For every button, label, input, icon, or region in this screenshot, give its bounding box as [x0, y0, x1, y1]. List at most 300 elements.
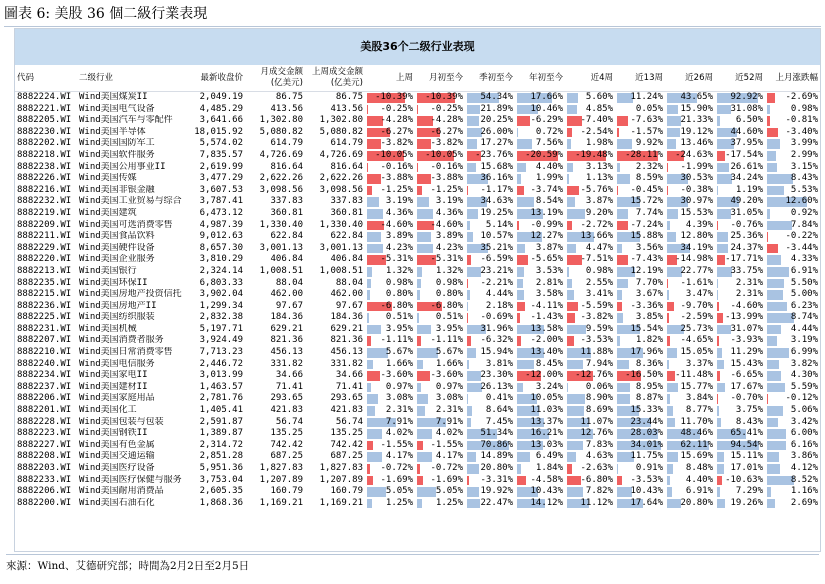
performance-value: -2.21%: [480, 277, 513, 288]
performance-value: 8.43%: [735, 416, 763, 427]
performance-value: 0.92%: [790, 207, 818, 218]
header-13w: 近13周: [615, 65, 665, 92]
cell-performance: [665, 104, 715, 116]
performance-value: 3.41%: [585, 289, 613, 300]
performance-value: 23.30%: [480, 370, 513, 381]
performance-bar: [367, 464, 370, 474]
cell-performance: [365, 324, 415, 336]
cell-performance: [565, 150, 615, 162]
cell-performance: [665, 301, 715, 313]
performance-bar: [517, 163, 526, 173]
table-row: [15, 138, 820, 150]
performance-value: 12.80%: [680, 231, 713, 242]
performance-value: 4.02%: [435, 428, 463, 439]
performance-value: -0.99%: [530, 219, 563, 230]
performance-bar: [367, 336, 371, 346]
performance-value: -0.70%: [730, 393, 763, 404]
cell-performance: [415, 428, 465, 440]
cell-code: 8882207.WI: [17, 335, 72, 346]
performance-bar: [567, 302, 578, 312]
performance-bar: [567, 476, 581, 486]
cell-performance: [665, 173, 715, 185]
performance-value: 34.24%: [730, 173, 763, 184]
performance-value: 3.37%: [685, 358, 713, 369]
cell-performance: [365, 475, 415, 487]
table-row: [15, 115, 820, 127]
cell-performance: [665, 335, 715, 347]
performance-value: 0.51%: [385, 312, 413, 323]
cell-performance: [715, 475, 765, 487]
cell-month-turnover: 293.65: [270, 393, 303, 404]
performance-bar: [517, 302, 525, 312]
performance-bar: [517, 221, 519, 231]
cell-close: 18,015.92: [194, 126, 243, 137]
cell-performance: [515, 138, 565, 150]
performance-value: 17.64%: [630, 497, 663, 508]
performance-bar: [367, 209, 383, 219]
cell-performance: [765, 440, 820, 452]
cell-performance: [565, 289, 615, 301]
header-lastweek: 上周: [365, 65, 415, 92]
cell-code: 8882213.WI: [17, 265, 72, 276]
cell-lastweek-turnover: 1,169.21: [319, 497, 363, 508]
cell-lastweek-turnover: 71.41: [335, 381, 363, 392]
cell-performance: [415, 498, 465, 510]
performance-value: 13.66%: [580, 231, 613, 242]
performance-value: -6.29%: [530, 115, 563, 126]
cell-performance: [715, 208, 765, 220]
performance-value: 8.52%: [790, 474, 818, 485]
cell-month-turnover: 2,622.26: [259, 173, 303, 184]
cell-performance: [515, 162, 565, 174]
cell-lastweek-turnover: 816.64: [330, 161, 363, 172]
cell-performance: [365, 196, 415, 208]
cell-lastweek-turnover: 2,622.26: [319, 173, 363, 184]
cell-performance: [765, 301, 820, 313]
cell-code: 8882209.WI: [17, 219, 72, 230]
performance-value: -0.76%: [730, 219, 763, 230]
performance-bar: [417, 186, 422, 196]
performance-value: 2.32%: [635, 161, 663, 172]
cell-performance: [715, 463, 765, 475]
performance-value: 26.00%: [480, 126, 513, 137]
performance-value: 3.87%: [535, 242, 563, 253]
cell-code: 8882232.WI: [17, 196, 72, 207]
performance-bar: [517, 290, 524, 300]
header-lastweek-turnover: 上周成交金额 (亿美元): [305, 65, 365, 92]
cell-performance: [515, 486, 565, 498]
cell-month-turnover: 135.25: [270, 428, 303, 439]
performance-value: 0.06%: [585, 381, 613, 392]
cell-month-turnover: 413.56: [270, 103, 303, 114]
cell-performance: [615, 393, 665, 405]
performance-value: 3.47%: [685, 289, 713, 300]
cell-code: 8882206.WI: [17, 393, 72, 404]
performance-bar: [667, 163, 668, 173]
cell-close: 2,446.72: [199, 358, 243, 369]
cell-close: 2,851.28: [199, 451, 243, 462]
performance-bar: [717, 487, 720, 497]
performance-value: 3.58%: [535, 289, 563, 300]
performance-bar: [467, 186, 468, 196]
performance-bar: [667, 371, 675, 381]
cell-close: 1,868.36: [199, 497, 243, 508]
cell-performance: [515, 289, 565, 301]
cell-lastweek-turnover: 614.79: [330, 138, 363, 149]
performance-value: 26.13%: [480, 381, 513, 392]
performance-bar: [367, 279, 371, 289]
cell-performance: [565, 335, 615, 347]
cell-performance: [565, 173, 615, 185]
table-row: [15, 104, 820, 116]
performance-value: 4.02%: [385, 428, 413, 439]
cell-industry: Wind美国煤炭II: [79, 92, 148, 102]
cell-performance: [765, 162, 820, 174]
performance-bar: [717, 383, 725, 393]
cell-industry: Wind美国软件服务: [79, 149, 155, 160]
cell-performance: [615, 498, 665, 510]
cell-industry: Wind美国医疗保健与服务: [79, 474, 182, 485]
cell-lastweek-turnover: 331.82: [330, 358, 363, 369]
cell-performance: [565, 127, 615, 139]
cell-lastweek-turnover: 406.84: [330, 254, 363, 265]
performance-bar: [567, 186, 579, 196]
cell-industry: Wind美国工业贸易与综合: [79, 196, 182, 207]
performance-value: 6.16%: [790, 439, 818, 450]
cell-performance: [615, 266, 665, 278]
table-row: [15, 382, 820, 394]
cell-performance: [415, 173, 465, 185]
cell-close: 3,924.49: [199, 335, 243, 346]
performance-bar: [567, 244, 576, 254]
performance-value: -5.76%: [580, 184, 613, 195]
performance-value: 8.43%: [790, 173, 818, 184]
performance-bar: [517, 186, 524, 196]
performance-bar: [617, 128, 619, 138]
performance-value: 10.46%: [530, 103, 563, 114]
performance-value: 15.90%: [680, 103, 713, 114]
performance-value: 0.41%: [485, 393, 513, 404]
performance-value: 3.13%: [585, 161, 613, 172]
cell-code: 8882227.WI: [17, 439, 72, 450]
table-row: [15, 266, 820, 278]
cell-close: 3,753.04: [199, 474, 243, 485]
performance-bar: [717, 244, 728, 254]
performance-value: 70.86%: [480, 439, 513, 450]
performance-value: 7.91%: [385, 416, 413, 427]
performance-bar: [767, 487, 771, 497]
cell-performance: [615, 220, 665, 232]
performance-bar: [467, 255, 471, 265]
performance-value: -1.55%: [380, 439, 413, 450]
cell-code: 8882225.WI: [17, 312, 72, 323]
performance-value: 92.92%: [730, 92, 763, 102]
cell-performance: [665, 162, 715, 174]
cell-industry: Wind美国耐用消费品: [79, 486, 164, 497]
cell-performance: [565, 312, 615, 324]
performance-value: -2.69%: [785, 92, 818, 102]
cell-performance: [365, 104, 415, 116]
cell-performance: [715, 359, 765, 371]
performance-value: -7.40%: [580, 115, 613, 126]
performance-value: 0.97%: [435, 381, 463, 392]
table-row: [15, 417, 820, 429]
performance-value: -1.57%: [630, 126, 663, 137]
cell-performance: [365, 405, 415, 417]
performance-bar: [417, 348, 438, 358]
performance-value: 13.03%: [530, 439, 563, 450]
cell-code: 8882223.WI: [17, 428, 72, 439]
cell-industry: Wind美国电信服务: [79, 358, 155, 369]
performance-value: -3.44%: [785, 242, 818, 253]
cell-performance: [715, 405, 765, 417]
cell-performance: [565, 405, 615, 417]
performance-bar: [517, 383, 523, 393]
performance-value: 6.00%: [790, 428, 818, 439]
cell-performance: [765, 150, 820, 162]
cell-month-turnover: 3,001.13: [259, 242, 303, 253]
performance-value: 11.03%: [530, 405, 563, 416]
cell-code: 8882203.WI: [17, 463, 72, 473]
cell-performance: [765, 463, 820, 475]
cell-performance: [365, 266, 415, 278]
performance-bar: [767, 325, 781, 335]
cell-performance: [765, 138, 820, 150]
performance-bar: [467, 116, 479, 126]
cell-performance: [715, 220, 765, 232]
cell-lastweek-turnover: 34.66: [335, 370, 363, 381]
header-52w: 近52周: [715, 65, 765, 92]
performance-value: -1.55%: [430, 439, 463, 450]
cell-month-turnover: 462.00: [270, 289, 303, 300]
performance-value: -2.00%: [530, 335, 563, 346]
performance-value: 5.59%: [790, 381, 818, 392]
performance-value: -19.48%: [575, 149, 613, 160]
performance-value: -12.76%: [575, 370, 613, 381]
cell-industry: Wind美国公用事业II: [79, 161, 166, 172]
cell-close: 2,049.19: [199, 92, 243, 102]
cell-lastweek-turnover: 3,001.13: [319, 242, 363, 253]
cell-lastweek-turnover: 56.74: [335, 416, 363, 427]
cell-performance: [665, 289, 715, 301]
performance-value: -3.53%: [630, 474, 663, 485]
cell-performance: [515, 475, 565, 487]
cell-performance: [365, 382, 415, 394]
cell-industry: Wind美国环保II: [79, 277, 148, 288]
cell-lastweek-turnover: 1,330.40: [319, 219, 363, 230]
cell-close: 3,902.04: [199, 289, 243, 300]
performance-bar: [717, 105, 731, 115]
cell-performance: [415, 278, 465, 290]
cell-performance: [615, 370, 665, 382]
performance-value: 34.19%: [680, 242, 713, 253]
cell-performance: [565, 382, 615, 394]
performance-bar: [567, 313, 575, 323]
performance-value: -3.36%: [630, 300, 663, 311]
performance-bar: [367, 290, 370, 300]
cell-performance: [715, 417, 765, 429]
cell-performance: [615, 208, 665, 220]
cell-performance: [415, 104, 465, 116]
performance-value: -0.81%: [785, 115, 818, 126]
performance-value: -1.17%: [480, 184, 513, 195]
cell-performance: [765, 173, 820, 185]
cell-performance: [665, 486, 715, 498]
performance-bar: [417, 197, 429, 207]
performance-value: -6.27%: [380, 126, 413, 137]
cell-performance: [665, 254, 715, 266]
performance-value: -0.72%: [380, 463, 413, 473]
performance-value: 44.60%: [730, 126, 763, 137]
cell-month-turnover: 614.79: [270, 138, 303, 149]
cell-close: 5,197.71: [199, 323, 243, 334]
performance-bar: [667, 313, 669, 323]
performance-bar: [367, 325, 381, 335]
cell-code: 8882233.WI: [17, 474, 72, 485]
performance-bar: [767, 116, 770, 126]
performance-bar: [517, 174, 521, 184]
cell-lastweek-turnover: 1,207.89: [319, 474, 363, 485]
cell-performance: [515, 150, 565, 162]
performance-bar: [767, 348, 789, 358]
performance-value: -3.88%: [430, 173, 463, 184]
cell-code: 8882215.WI: [17, 289, 72, 300]
cell-performance: [765, 324, 820, 336]
table-row: [15, 335, 820, 347]
performance-value: -0.45%: [630, 184, 663, 195]
cell-performance: [365, 347, 415, 359]
cell-industry: Wind美国包装与包装: [79, 416, 164, 427]
cell-performance: [665, 451, 715, 463]
cell-performance: [565, 266, 615, 278]
cell-code: 8882208.WI: [17, 451, 72, 462]
performance-value: 13.58%: [530, 323, 563, 334]
cell-performance: [715, 335, 765, 347]
source-note: 來源：Wind、艾德研究部；時間為2月2日至2月5日: [6, 554, 819, 577]
performance-value: 9.92%: [635, 138, 663, 149]
table-frame: [14, 28, 821, 552]
cell-close: 1,299.34: [199, 300, 243, 311]
cell-performance: [415, 324, 465, 336]
cell-performance: [615, 382, 665, 394]
performance-bar: [517, 476, 526, 486]
cell-code: 8882218.WI: [17, 149, 72, 160]
performance-value: 7.45%: [485, 416, 513, 427]
cell-performance: [515, 382, 565, 394]
performance-value: 4.39%: [685, 219, 713, 230]
table-row: [15, 150, 820, 162]
performance-value: -1.25%: [380, 184, 413, 195]
performance-value: 12.60%: [785, 196, 818, 207]
cell-performance: [565, 196, 615, 208]
performance-value: 3.67%: [635, 289, 663, 300]
cell-industry: Wind美国医疗设备: [79, 463, 155, 473]
cell-performance: [665, 185, 715, 197]
performance-bar: [667, 279, 668, 289]
cell-lastweek-turnover: 1,008.51: [319, 265, 363, 276]
cell-performance: [565, 254, 615, 266]
performance-value: 4.40%: [535, 161, 563, 172]
cell-performance: [365, 92, 415, 104]
performance-bar: [717, 325, 731, 335]
performance-value: 4.12%: [790, 463, 818, 473]
cell-lastweek-turnover: 5,080.82: [319, 126, 363, 137]
cell-performance: [715, 440, 765, 452]
cell-performance: [465, 185, 515, 197]
performance-value: 16.21%: [530, 428, 563, 439]
cell-performance: [465, 162, 515, 174]
cell-lastweek-turnover: 462.00: [330, 289, 363, 300]
cell-performance: [715, 115, 765, 127]
cell-performance: [465, 138, 515, 150]
performance-value: -5.31%: [380, 254, 413, 265]
performance-bar: [367, 163, 368, 173]
performance-value: 15.11%: [730, 451, 763, 462]
performance-value: 14.89%: [480, 451, 513, 462]
table-row: [15, 173, 820, 185]
performance-value: 30.97%: [680, 196, 713, 207]
performance-bar: [667, 406, 673, 416]
performance-bar: [417, 139, 431, 149]
performance-value: 7.56%: [535, 138, 563, 149]
cell-performance: [365, 278, 415, 290]
performance-value: 6.99%: [790, 347, 818, 358]
cell-performance: [565, 417, 615, 429]
performance-value: 4.85%: [585, 103, 613, 114]
performance-bar: [717, 452, 724, 462]
table-row: [15, 463, 820, 475]
cell-performance: [765, 243, 820, 255]
cell-performance: [565, 428, 615, 440]
performance-value: 10.57%: [480, 231, 513, 242]
performance-bar: [467, 209, 478, 219]
performance-value: 0.98%: [435, 277, 463, 288]
cell-performance: [415, 243, 465, 255]
performance-value: 7.94%: [585, 358, 613, 369]
performance-value: 15.77%: [680, 381, 713, 392]
cell-close: 2,832.38: [199, 312, 243, 323]
cell-performance: [415, 405, 465, 417]
performance-value: -6.32%: [480, 335, 513, 346]
performance-value: -2.54%: [580, 126, 613, 137]
performance-value: 3.53%: [535, 265, 563, 276]
cell-performance: [365, 243, 415, 255]
cell-performance: [465, 266, 515, 278]
cell-performance: [665, 312, 715, 324]
cell-code: 8882210.WI: [17, 347, 72, 358]
performance-bar: [667, 290, 669, 300]
performance-value: -4.65%: [680, 335, 713, 346]
performance-value: 10.05%: [530, 393, 563, 404]
cell-performance: [715, 278, 765, 290]
performance-bar: [567, 360, 583, 370]
performance-bar: [567, 93, 578, 103]
performance-bar: [517, 267, 524, 277]
cell-performance: [365, 498, 415, 510]
performance-bar: [467, 360, 469, 370]
cell-code: 8882240.WI: [17, 358, 72, 369]
cell-performance: [615, 359, 665, 371]
cell-month-turnover: 88.04: [275, 277, 303, 288]
performance-value: -0.38%: [680, 184, 713, 195]
cell-industry: Wind美国化工: [79, 405, 137, 416]
performance-bar: [367, 499, 372, 509]
performance-value: 7.91%: [435, 416, 463, 427]
performance-bar: [567, 464, 572, 474]
performance-value: 4.23%: [435, 242, 463, 253]
cell-month-turnover: 331.82: [270, 358, 303, 369]
performance-value: 12.76%: [580, 428, 613, 439]
